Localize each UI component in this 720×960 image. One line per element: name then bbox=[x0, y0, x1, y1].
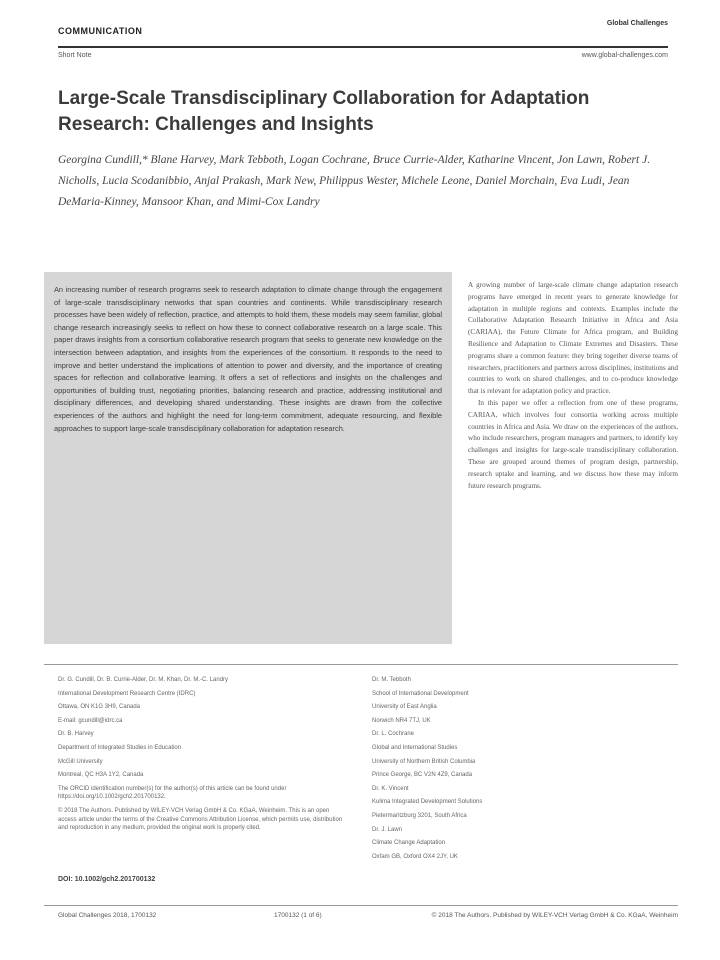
affiliation-line: Dr. J. Lawn bbox=[372, 826, 403, 833]
footer-page-number: 1700132 (1 of 6) bbox=[274, 912, 322, 919]
journal-url[interactable]: www.global-challenges.com bbox=[581, 52, 668, 59]
affiliation-line: Oxfam GB, Oxford OX4 2JY, UK bbox=[372, 853, 458, 860]
author-list: Georgina Cundill,* Blane Harvey, Mark Tebboth, Logan Cochrane, Bruce Currie-Alder, Katharine Vincent, Jon Lawn, Robert J. Nicholls, Lucia Scodanibbio, Anjal Prakash, Mark New, Philippus Wester, Michele Leone, Daniel Morchain, Eva Ludi, Jean DeMaria-Kinney, Mansoor Khan, and Mimi-Cox Landry bbox=[58, 154, 651, 208]
affiliation-line: Kulima Integrated Development Solutions bbox=[372, 799, 483, 806]
footer-copyright: © 2018 The Authors. Published by WILEY-VCH Verlag GmbH & Co. KGaA, Weinheim bbox=[431, 912, 678, 919]
header-rule bbox=[58, 46, 668, 48]
orcid-note: The ORCID identification number(s) for the author(s) of this article can be found under https://doi.org/10.1002/gch2.201700132. bbox=[58, 785, 287, 801]
license-note: © 2018 The Authors. Published by WILEY-VCH Verlag GmbH & Co. KGaA, Weinheim. This is an open access article under the terms of the Creative Commons Attribution License, which permits use, distribution and reproduction in any medium, provided the original work is properly cited. bbox=[58, 807, 343, 832]
paper-title: Large-Scale Transdisciplinary Collaboration for Adaptation Research: Challenges and Insights bbox=[58, 88, 590, 135]
affiliation-line: Montreal, QC H3A 1Y2, Canada bbox=[58, 772, 144, 779]
doi-link[interactable]: DOI: 10.1002/gch2.201700132 bbox=[58, 876, 156, 883]
journal-logo: Global Challenges bbox=[606, 20, 668, 27]
page-header bbox=[58, 20, 668, 64]
affiliation-line: Dr. B. Harvey bbox=[58, 731, 94, 738]
affiliation-line: McGill University bbox=[58, 758, 103, 765]
affiliation-line: Prince George, BC V2N 4Z9, Canada bbox=[372, 772, 473, 779]
intro-column bbox=[468, 280, 678, 642]
affiliation-line: Department of Integrated Studies in Education bbox=[58, 744, 182, 751]
intro-paragraph-2: In this paper we offer a reflection from one of these programs, CARIAA, which involves four consortia working across multiple countries in Africa and Asia. We draw on the experiences of the authors, who include researchers, program managers and partners, to identify key challenges and insights for large-scale transdisciplinary collaboration. These are grouped around themes of program design, partnership, research uptake and learning, and we discuss how these may inform future research programs. bbox=[468, 398, 678, 490]
section-label: COMMUNICATION bbox=[58, 26, 143, 36]
intro-paragraph-1: A growing number of large-scale climate change adaptation research programs have emerged in recent years to generate knowledge for adaptation in multiple regions and contexts. Examples include the Collaborative Adaptation Research Initiative in Africa and Asia (CARIAA), the Future Climate for Africa program, and Building Resilience and Adaptation to Climate Extremes and Disasters. These programs share a common feature: they bring together diverse teams of researchers, practitioners and partners across disciplines, institutions and countries to work on shared challenges, and to co-produce knowledge that is relevant for adaptation policy and practice. bbox=[468, 281, 678, 396]
affiliation-line: International Development Research Centre (IDRC) bbox=[58, 690, 196, 697]
affiliation-line: Dr. K. Vincent bbox=[372, 785, 409, 792]
affiliation-email[interactable]: E-mail: gcundill@idrc.ca bbox=[58, 717, 123, 724]
affiliation-line: Dr. G. Cundill, Dr. B. Currie-Alder, Dr. M. Khan, Dr. M.-C. Landry bbox=[58, 677, 229, 683]
footer-journal-ref: Global Challenges 2018, 1700132 bbox=[58, 912, 157, 919]
section-divider bbox=[44, 664, 678, 665]
affiliations-right bbox=[372, 676, 572, 866]
abstract-text: An increasing number of research programs seek to research adaptation to climate change through the engagement of large-scale transdisciplinary networks that span countries and continents. While transdisciplinary research processes have been widely of reflection, practice, and attempts to hold them, these models may seem familiar, global change research increasingly seeks to reflect on how these to connect collaborative research on a large scale. This paper draws insights from a consortium collaborative research program that seeks to generate new knowledge on the intersection between adaptation, and insights from the experiences of the consortium. It responds to the need to improve and better understand the implications of attention to power and diversity, and the importance of creating spaces for reflection and collaborative learning. It offers a set of reflections and insights on the challenges and opportunities of building trust, negotiating priorities, balancing research and practice, addressing institutional and disciplinary differences, and developing shared understanding. These insights are drawn from the collective experiences of the authors and highlight the need for long-term commitment, adequate resourcing, and flexible approaches to support large-scale transdisciplinary collaboration for adaptation research. bbox=[54, 285, 442, 433]
affiliation-line: Pietermaritzburg 3201, South Africa bbox=[372, 812, 467, 819]
article-type: Short Note bbox=[58, 52, 92, 59]
page-footer bbox=[44, 912, 678, 926]
affiliation-line: University of East Anglia bbox=[372, 704, 437, 711]
affiliation-line: Dr. L. Cochrane bbox=[372, 731, 415, 738]
affiliation-line: Ottawa, ON K1G 3H9, Canada bbox=[58, 704, 141, 711]
abstract-box bbox=[44, 272, 452, 644]
affiliation-line: University of Northern British Columbia bbox=[372, 758, 476, 765]
affiliation-line: Dr. M. Tebboth bbox=[372, 677, 411, 683]
affiliation-line: Global and International Studies bbox=[372, 744, 458, 751]
affiliations-left bbox=[58, 676, 348, 838]
affiliation-line: Norwich NR4 7TJ, UK bbox=[372, 717, 431, 724]
affiliation-line: School of International Development bbox=[372, 690, 469, 697]
affiliation-line: Climate Change Adaptation bbox=[372, 840, 446, 847]
footer-rule bbox=[44, 905, 678, 906]
